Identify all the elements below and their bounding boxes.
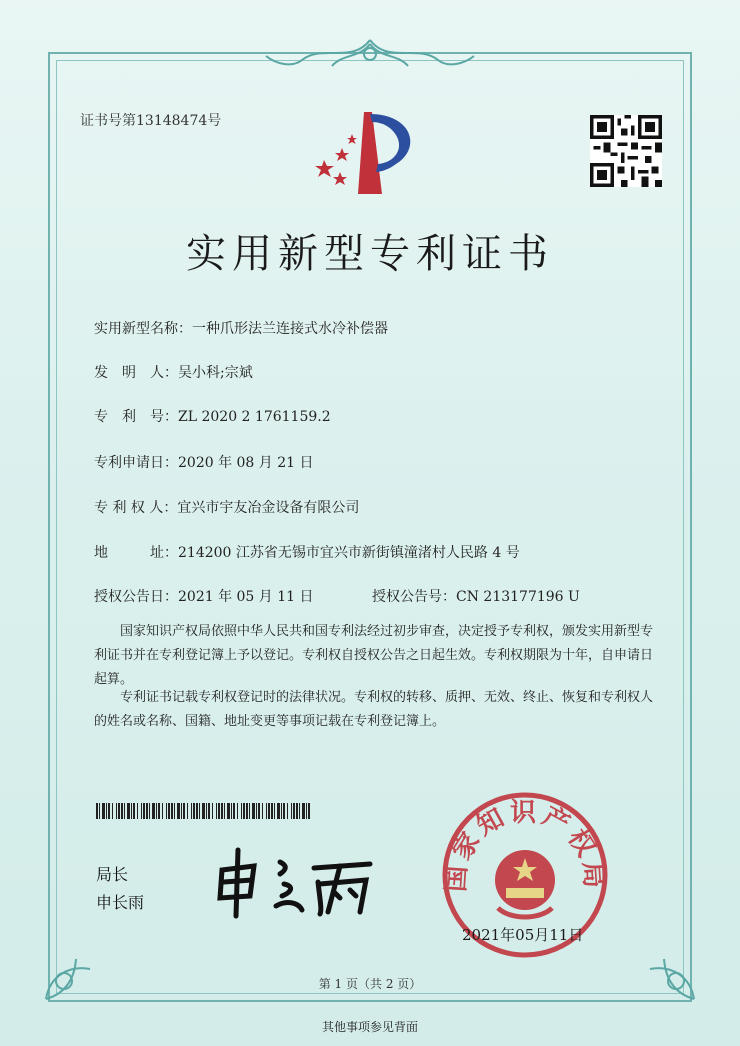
- director-title: 局长: [96, 865, 129, 884]
- qr-code: [590, 115, 662, 187]
- holder-value: 宜兴市宇友冶金设备有限公司: [177, 500, 360, 516]
- statement-paragraph-1: 国家知识产权局依照中华人民共和国专利法经过初步审查，决定授予专利权，颁发实用新型专利证书并在专利登记簿上予以登记。专利权自授权公告之日起生效。专利权期限为十年，自申请日起算。: [94, 624, 654, 687]
- seal-date: 2021年05月11日: [462, 926, 584, 944]
- grant-number-label: 授权公告号：: [372, 589, 456, 605]
- seal-text: 国家知识产权局: [441, 798, 609, 893]
- inventor-label: 发 明 人：: [94, 365, 178, 381]
- cnipa-logo: [312, 108, 432, 198]
- grant-date-row: [94, 586, 314, 606]
- patent-number-value: ZL 2020 2 1761159.2: [178, 409, 331, 425]
- certificate-title: 实用新型专利证书: [186, 231, 554, 277]
- holder-row: [94, 497, 359, 517]
- footer-note: 其他事项参见背面: [321, 1020, 418, 1034]
- utility-name-row: [94, 318, 388, 338]
- utility-name-value: 一种爪形法兰连接式水冷补偿器: [192, 321, 388, 337]
- patent-number-label: 专 利 号：: [94, 409, 178, 425]
- apply-date-row: [94, 452, 314, 472]
- director-name: 申长雨: [96, 893, 145, 912]
- apply-date-value: 2020 年 08 月 21 日: [178, 455, 314, 471]
- address-label: 地 址：: [94, 545, 178, 561]
- director-signature: [210, 840, 380, 920]
- address-value: 214200 江苏省无锡市宜兴市新街镇潼渚村人民路 4 号: [178, 545, 520, 561]
- apply-date-label: 专利申请日：: [94, 455, 178, 471]
- patent-number-row: [94, 406, 331, 426]
- certificate-number: 证书号第13148474号: [80, 113, 222, 129]
- page-number: 第 1 页（共 2 页）: [318, 977, 422, 991]
- barcode: [96, 803, 311, 819]
- holder-label: 专 利 权 人：: [94, 500, 178, 516]
- grant-number-row: [372, 586, 580, 606]
- statement-paragraph-2: 专利证书记载专利权登记时的法律状况。专利权的转移、质押、无效、终止、恢复和专利权人的姓名或名称、国籍、地址变更等事项记载在专利登记簿上。: [94, 690, 654, 729]
- grant-date-label: 授权公告日：: [94, 589, 178, 605]
- grant-date-value: 2021 年 05 月 11 日: [178, 589, 314, 605]
- top-ornament: [262, 34, 478, 74]
- inventor-value: 吴小科;宗斌: [178, 365, 253, 381]
- grant-number-value: CN 213177196 U: [456, 589, 580, 605]
- utility-name-label: 实用新型名称：: [94, 321, 192, 337]
- address-row: [94, 542, 520, 562]
- inventor-row: [94, 362, 253, 382]
